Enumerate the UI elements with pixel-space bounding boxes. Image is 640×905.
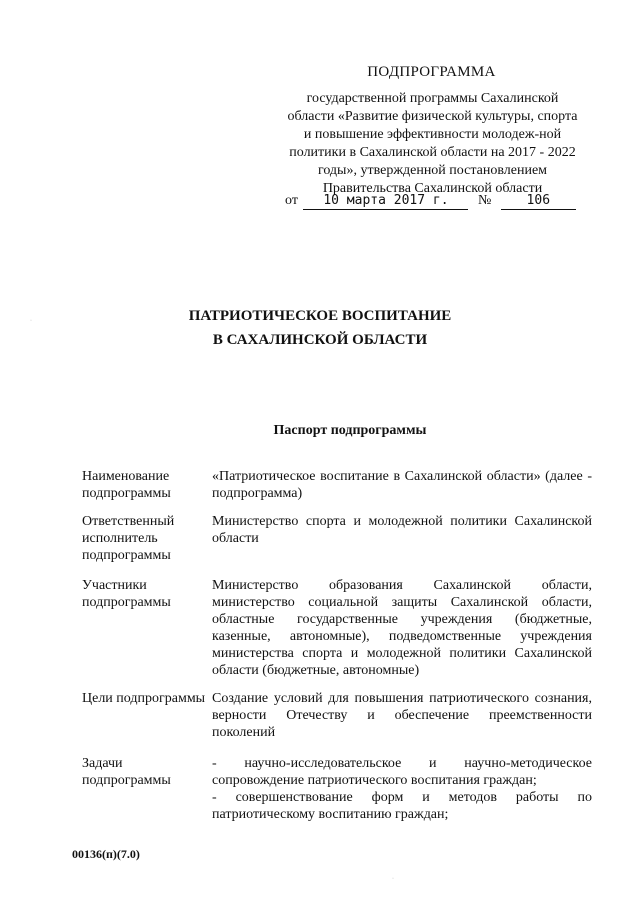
header-body: государственной программы Сахалинской области «Развитие физической культуры, спорта и повышение эффективности молодеж-ной политики в Сахалинской области на 2017 - 2022 годы», утвержденной постановлением Правительства Сахалинской области xyxy=(287,91,578,196)
row-label: Цели подпрограммы xyxy=(82,691,206,706)
from-label: от xyxy=(285,193,298,208)
row-value xyxy=(212,755,592,823)
passport-row-tasks xyxy=(82,755,592,823)
header-title: ПОДПРОГРАММА xyxy=(367,64,496,80)
passport-row-name xyxy=(82,468,592,502)
scan-speck: · xyxy=(392,876,394,882)
document-code: 00136(п)(7.0) xyxy=(72,847,140,861)
document-title xyxy=(130,304,510,352)
row-value: Министерство спорта и молодежной политики Сахалинской области xyxy=(212,514,592,546)
row-label: Участники подпрограммы xyxy=(82,578,171,610)
number-label: № xyxy=(477,193,492,208)
decree-date: 10 марта 2017 г. xyxy=(303,193,468,210)
passport-row-goals xyxy=(82,690,592,741)
row-value: Министерство образования Сахалинской области, министерство социальной защиты Сахалинской области, областные государственные учреждения (бюджетные, казенные, автономные), подведомственные учреждения министерства спорта и молодежной политики Сахалинской области (бюджетные, автономные) xyxy=(212,578,592,678)
scan-speck: · xyxy=(30,318,32,324)
passport-heading: Паспорт подпрограммы xyxy=(273,423,427,438)
row-value: Создание условий для повышения патриотического сознания, верности Отечеству и обеспечение преемственности поколений xyxy=(212,691,592,740)
decree-number: 106 xyxy=(501,193,576,210)
row-value: «Патриотическое воспитание в Сахалинской области» (далее - подпрограмма) xyxy=(212,469,592,501)
passport-row-executor xyxy=(82,513,592,564)
task-item: - научно-исследовательское и научно-методическое сопровождение патриотического воспитания граждан; xyxy=(212,756,592,788)
passport-row-participants xyxy=(82,577,592,679)
row-label: Задачи подпрограммы xyxy=(82,756,171,788)
decree-reference xyxy=(285,193,585,210)
row-label: Ответственный исполнитель подпрограммы xyxy=(82,514,175,563)
task-item: - совершенствование форм и методов работы по патриотическому воспитанию граждан; xyxy=(212,790,592,822)
document-title-line2: В САХАЛИНСКОЙ ОБЛАСТИ xyxy=(212,332,428,348)
row-label: Наименование подпрограммы xyxy=(82,469,171,501)
document-title-line1: ПАТРИОТИЧЕСКОЕ ВОСПИТАНИЕ xyxy=(188,308,452,324)
